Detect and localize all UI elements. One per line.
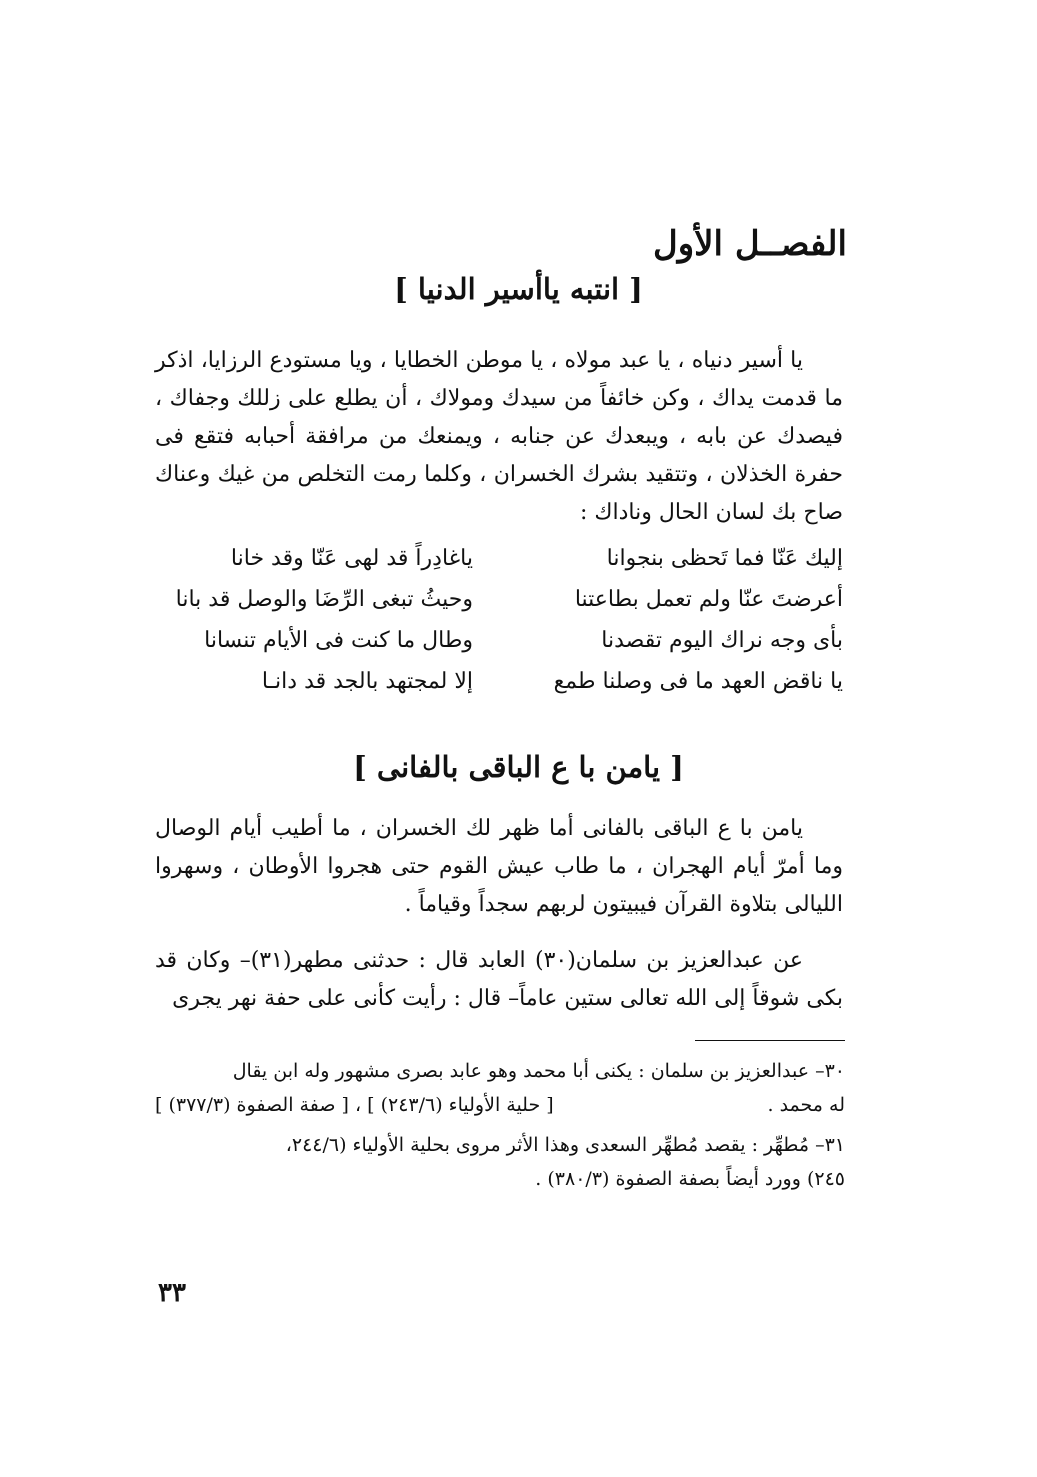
footnote-citation: [ حلية الأولياء (٢٤٣/٦) ] ، [ صفة الصفوة (٣٧٧/٣) ] bbox=[155, 1094, 554, 1116]
verse-second-hemistich: إلا لمجتهد بالجد قد دانـا bbox=[261, 669, 473, 694]
page-number: ٣٣ bbox=[158, 1278, 186, 1308]
footnote-30 bbox=[155, 1054, 845, 1122]
footnote-line: ٣١– مُطهِّر : يقصد مُطهِّر السعدى وهذا الأثر مروى بحلية الأولياء (٢٤٤/٦، bbox=[285, 1134, 845, 1156]
verse-line bbox=[155, 620, 843, 661]
footnote-divider bbox=[695, 1040, 845, 1041]
verse-second-hemistich: وحيثُ تبغى الرِّضَا والوصل قد بانا bbox=[175, 587, 473, 612]
footnote-line: ٣٠– عبدالعزيز بن سلمان : يكنى أبا محمد وهو عابد بصرى مشهور وله ابن يقال bbox=[232, 1060, 845, 1082]
section-heading-1: [ انتبه ياأسير الدنيا ] bbox=[394, 272, 643, 306]
verse-first-hemistich: بأى وجه نراك اليوم تقصدنا bbox=[601, 628, 843, 653]
footnote-line: ٢٤٥) وورد أيضاً بصفة الصفوة (٣٨٠/٣) . bbox=[535, 1168, 845, 1190]
footnote-text: له محمد . bbox=[767, 1094, 845, 1116]
verse-second-hemistich: ياغادِراً قد لهى عَنّا وقد خانا bbox=[230, 546, 473, 571]
chapter-title: الفصــل الأول bbox=[653, 224, 847, 264]
poem-block bbox=[155, 538, 843, 702]
verse-second-hemistich: وطال ما كنت فى الأيام تنسانا bbox=[204, 628, 473, 653]
footnote-line bbox=[155, 1088, 845, 1122]
section-heading-2: [ يامن با ع الباقى بالفانى ] bbox=[353, 750, 684, 784]
verse-line bbox=[155, 661, 843, 702]
verse-line bbox=[155, 538, 843, 579]
paragraph-3: عن عبدالعزيز بن سلمان(٣٠) العابد قال : حدثنى مطهر(٣١)– وكان قد بكى شوقاً إلى الله تعالى ستين عاماً– قال : رأيت كأنى على حفة نهر يجرى bbox=[155, 948, 843, 1011]
verse-first-hemistich: يا ناقض العهد ما فى وصلنا طمع bbox=[553, 669, 843, 694]
verse-first-hemistich: إليك عَنّا فما تَحظى بنجوانا bbox=[606, 546, 843, 571]
paragraph-1: يا أسير دنياه ، يا عبد مولاه ، يا موطن الخطايا ، ويا مستودع الرزايا، اذكر ما قدمت يداك ، وكن خائفاً من سيدك ومولاك ، أن يطلع على زللك وجفاك ، فيصدك عن بابه ، ويبعدك عن جنابه ، ويمنعك من مرافقة أحبابه فتقع فى حفرة الخذلان ، وتتقيد بشرك الخسران ، وكلما رمت التخلص من غيك وعناك صاح بك لسان الحال وناداك : bbox=[155, 348, 843, 525]
footnote-31 bbox=[155, 1128, 845, 1196]
verse-line bbox=[155, 579, 843, 620]
verse-first-hemistich: أعرضتَ عنّا ولم تعمل بطاعتنا bbox=[574, 587, 843, 612]
paragraph-2: يامن با ع الباقى بالفانى أما ظهر لك الخسران ، ما أطيب أيام الوصال وما أمرّ أيام الهجران ، ما طاب عيش القوم حتى هجروا الأوطان ، وسهروا الليالى بتلاوة القرآن فيبيتون لربهم سجداً وقياماً . bbox=[155, 816, 843, 917]
